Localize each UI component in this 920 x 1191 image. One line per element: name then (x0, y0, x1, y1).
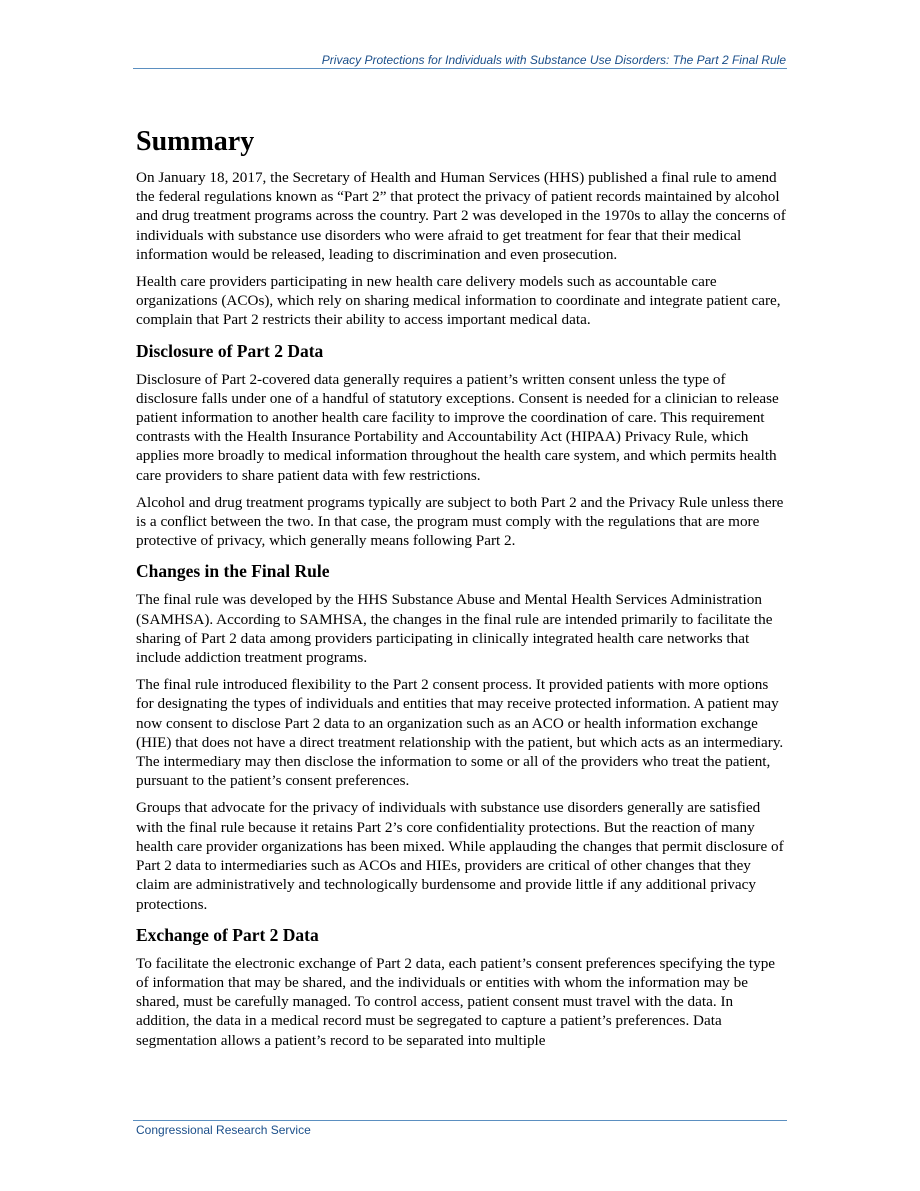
page-body (136, 124, 788, 1058)
running-header: Privacy Protections for Individuals with Substance Use Disorders: The Part 2 Final Rule (321, 53, 786, 67)
summary-paragraph-1: On January 18, 2017, the Secretary of Health and Human Services (HHS) published a final rule to amend the federal regulations known as “Part 2” that protect the privacy of patient records maintained by alcohol and drug treatment programs across the country. Part 2 was developed in the 1970s to allay the concerns of individuals with substance use disorders who were afraid to get treatment for fear that their medical information would be released, leading to discrimination and even prosecution. (136, 169, 786, 263)
section-heading-disclosure: Disclosure of Part 2 Data (136, 340, 324, 361)
changes-paragraph-3: Groups that advocate for the privacy of individuals with substance use disorders generally are satisfied with the final rule because it retains Part 2’s core confidentiality protections. But the reaction of many health care provider organizations has been mixed. While applauding the changes that permit disclosure of Part 2 data to intermediaries such as ACOs and HIEs, providers are critical of other changes that they claim are administratively and technologically burdensome and provide little if any additional privacy protections. (136, 799, 784, 913)
disclosure-paragraph-2: Alcohol and drug treatment programs typically are subject to both Part 2 and the Privacy Rule unless there is a conflict between the two. In that case, the program must comply with the regulations that are more protective of privacy, which generally means following Part 2. (136, 493, 784, 550)
section-heading-changes: Changes in the Final Rule (136, 561, 330, 582)
summary-paragraph-2: Health care providers participating in new health care delivery models such as accountable care organizations (ACOs), which rely on sharing medical information to coordinate and integrate patient care, complain that Part 2 restricts their ability to access important medical data. (136, 273, 781, 329)
changes-paragraph-1: The final rule was developed by the HHS Substance Abuse and Mental Health Services Administration (SAMHSA). According to SAMHSA, the changes in the final rule are intended primarily to facilitate the sharing of Part 2 data among providers participating in clinically integrated health care networks that include addiction treatment programs. (136, 591, 773, 667)
header-divider (133, 68, 787, 69)
footer-divider (133, 1120, 787, 1121)
disclosure-paragraph-1: Disclosure of Part 2-covered data generally requires a patient’s written consent unless the type of disclosure falls under one of a handful of statutory exceptions. Consent is needed for a clinician to release patient information to another health care facility to improve the coordination of care. This requirement contrasts with the Health Insurance Portability and Accountability Act (HIPAA) Privacy Rule, which applies more broadly to medical information throughout the health care system, and which permits health care providers to share patient data with few restrictions. (136, 370, 779, 484)
summary-title: Summary (136, 126, 255, 157)
section-heading-exchange: Exchange of Part 2 Data (136, 924, 319, 945)
footer-organization: Congressional Research Service (136, 1123, 311, 1137)
changes-paragraph-2: The final rule introduced flexibility to the Part 2 consent process. It provided patients with more options for designating the types of individuals and entities that may receive protected information. A patient may now consent to disclose Part 2 data to an organization such as an ACO or health information exchange (HIE) that does not have a direct treatment relationship with the patient, but which acts as an intermediary. The intermediary may then disclose the information to some or all of the providers who treat the patient, pursuant to the patient’s consent preferences. (136, 676, 784, 790)
exchange-paragraph-1: To facilitate the electronic exchange of Part 2 data, each patient’s consent preferences specifying the type of information that may be shared, and the individuals or entities with whom the information may be shared, must be carefully managed. To control access, patient consent must travel with the data. In addition, the data in a medical record must be segregated to capture a patient’s preferences. Data segmentation allows a patient’s record to be separated into multiple (136, 954, 776, 1049)
